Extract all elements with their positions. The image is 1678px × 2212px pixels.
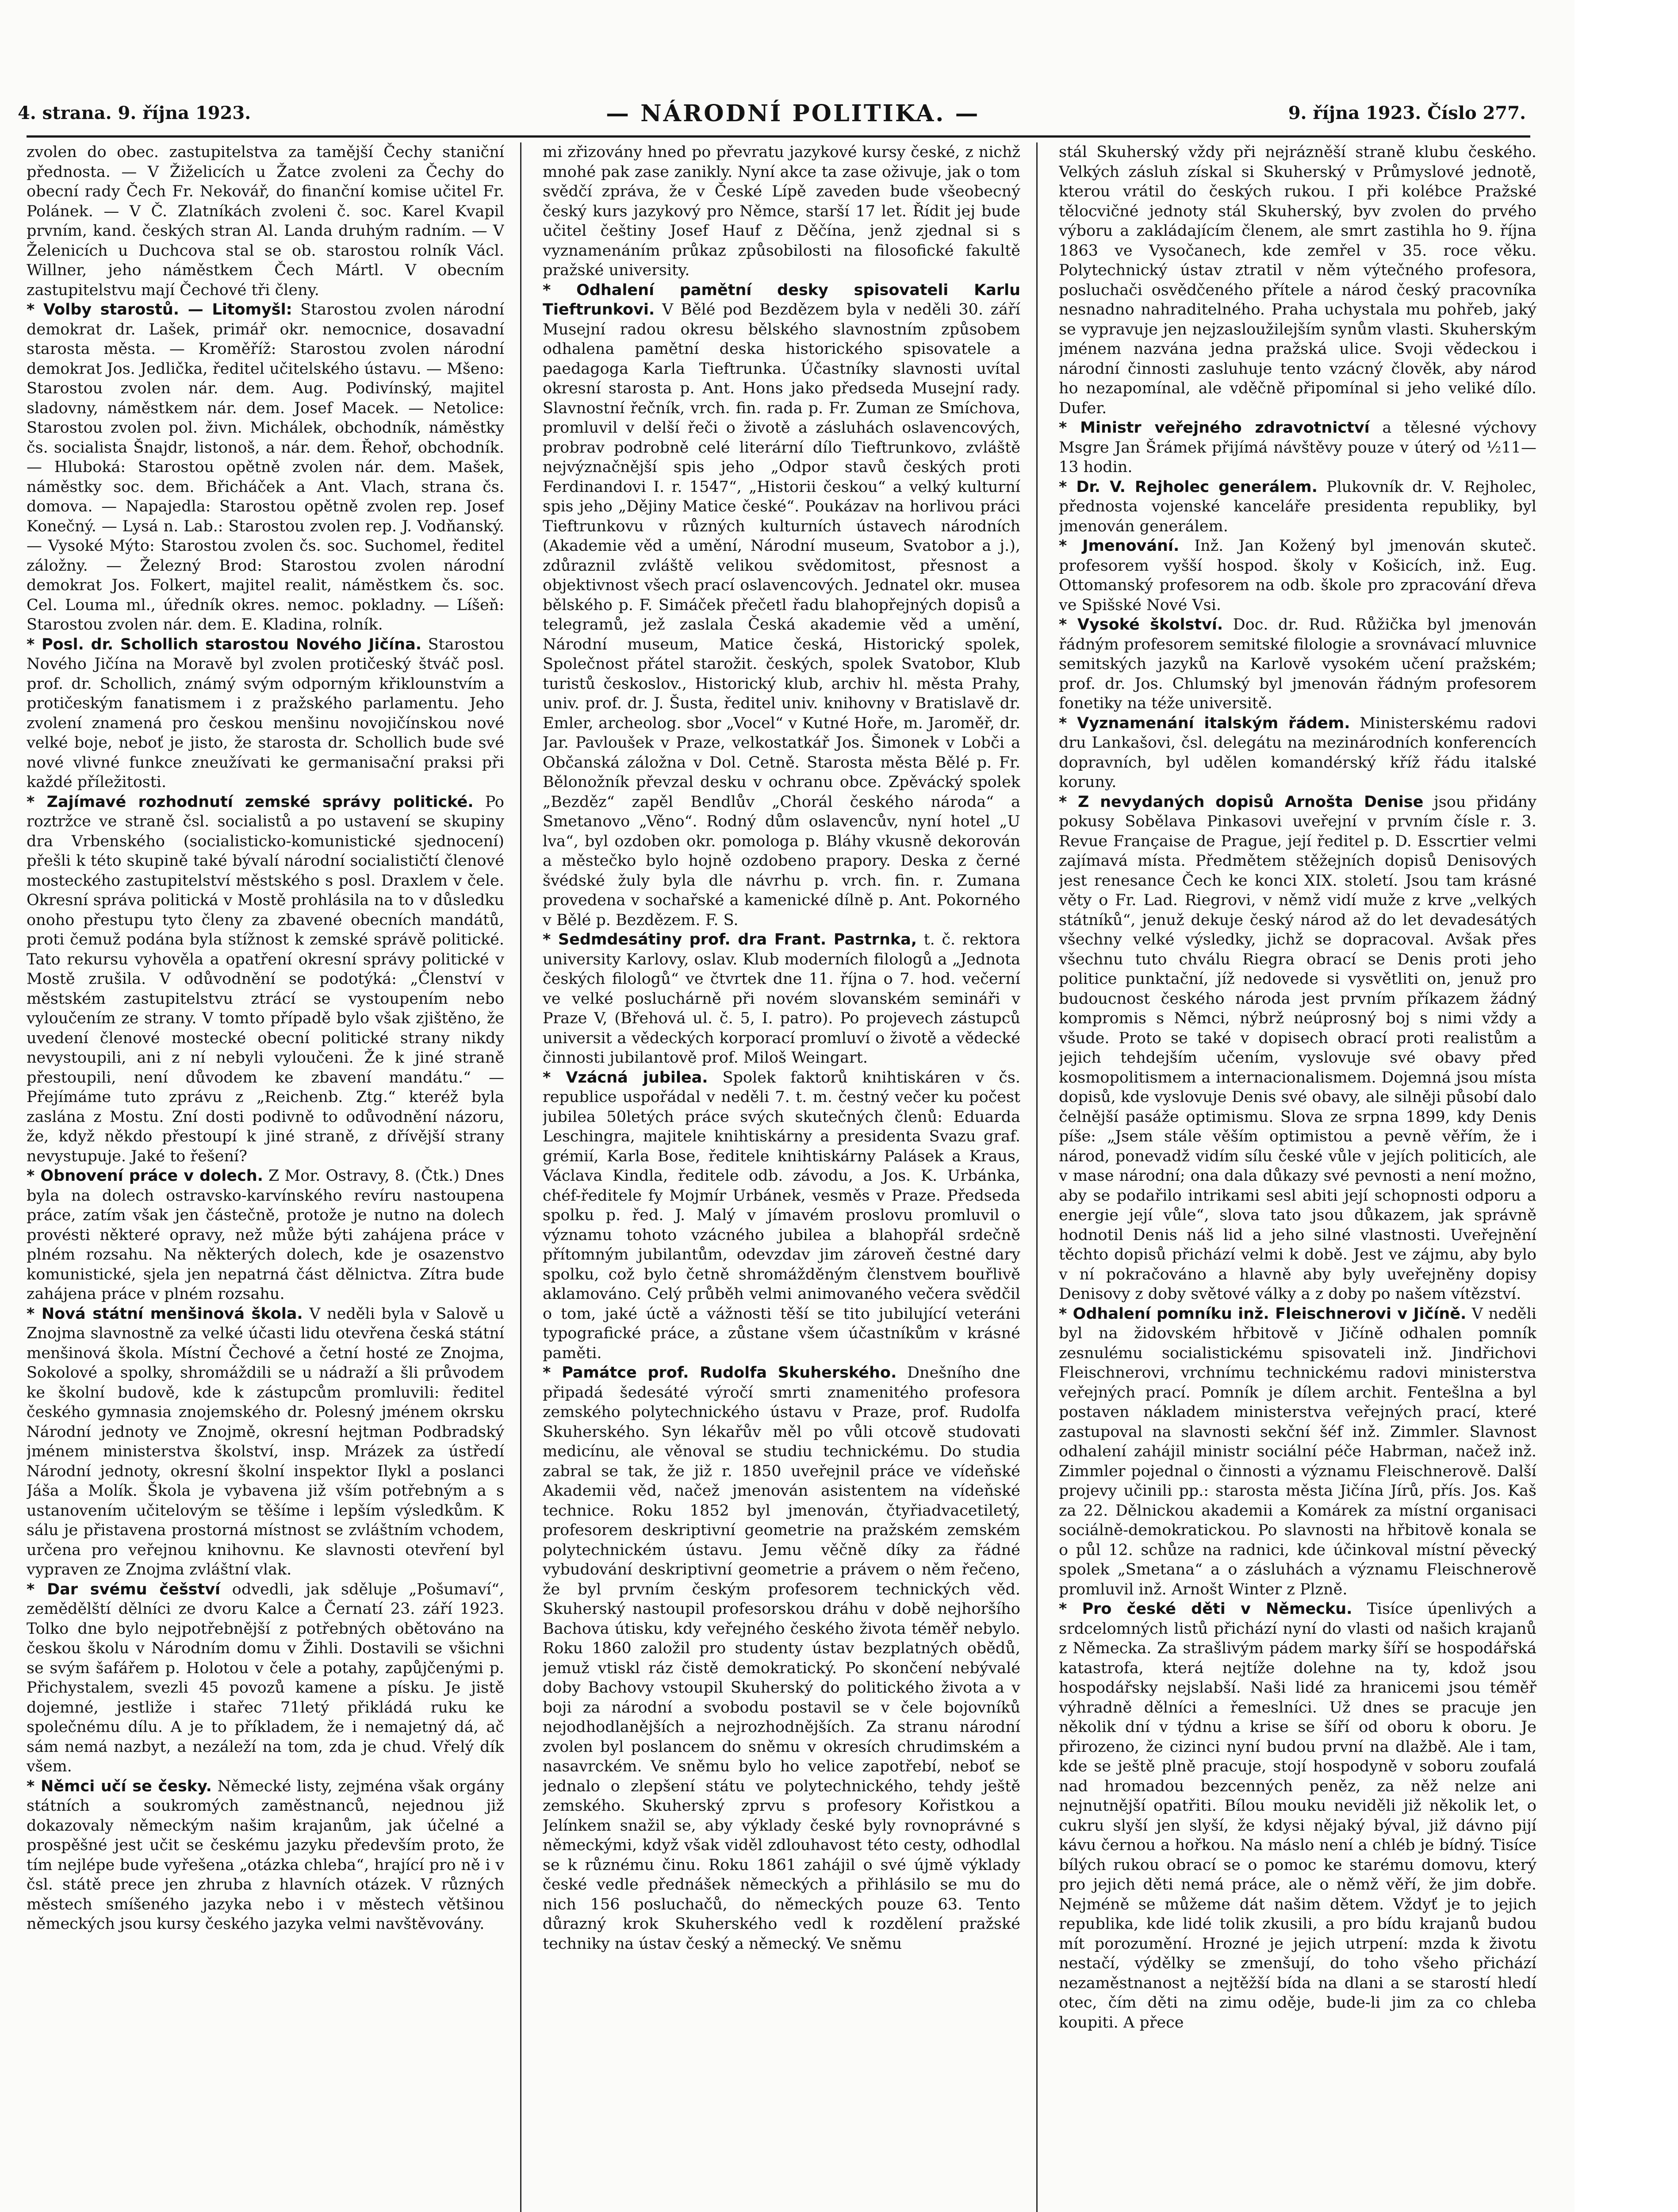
article-headline: * Vysoké školství.: [1059, 616, 1223, 634]
header-rule: [27, 135, 1530, 138]
article-text: jsou přidány pokusy Sobělava Pinkasovi uveřejní v prvním čísle r. 3. Revue Française de Prague, její ředitel p. D. Esscrtier velmi zajímavá místa. Předmětem stěžejních dopisů Denisových jest renesance Čech ke konci XIX. století. Jsou tam krásné věty o Fr. Lad. Riegrovi, v němž vidí muže z krve „velkých státníků“, jenuž dekuje český národ až do let devadesátých všechny velké výsledky, jichž se dopracoval. Avšak přes všechnu tuto chválu Riegra obrací se Denis proti jeho politice punktační, jíž nedovede si vysvětliti on, jenuž pro budoucnost českého národa jest prvním příkazem žádný kompromis s Němci, nýbrž neúprosný boj s nimi vždy a všude. Proto se také v dopisech obrací proti realistům a jejich tehdejším učením, vyslovuje své obavy před kosmopolitismem a internacionalismem. Dojemná jsou místa dopisů, kde vyslovuje Denis své obavy, ale silněji působí dalo čelnější pasáže optimismu. Slova ze srpna 1899, kdy Denis píše: „Jsem stále věším optimistou a pevně věřím, že i národ, ponevadž vidím sílu české vůle v jejích politicích, ale v mase národní; ona dala důkazy své pevnosti a není možno, aby se podařilo intrikami sesl abiti její schopnosti odporu a energie její vůle“, slova tato jsou důkazem, jak správně hodnotil Denis náš lid a jeho silné vlastnosti. Uveřejnění těchto dopisů přichází velmi k době. Jest ve zájmu, aby bylo v ní pokračováno a hlavně aby byly uveřejněny dopisy Denisovy z doby světové války a z doby po našem vítězství.: [1059, 793, 1536, 1303]
page-margin: [1575, 0, 1678, 2212]
article-text: Plukovník dr. V. Rejholec, přednosta vojenské kanceláře presidenta republiky, byl jmenován generálem.: [1059, 478, 1536, 535]
article-headline: * Pro české děti v Německu.: [1059, 1600, 1352, 1618]
article-text: odvedli, jak sděluje „Pošumaví“, zemědělští dělníci ze dvoru Kalce a Černatí 23. září 1923. Tolko dne bylo nejpotřebnější z potřebných obětováno na českou školu v Národním domu v Žihli. Dostavili se všichni se svým šafářem p. Holotou v čele a potahy, zapůjčenými p. Přichystalem, svezli 45 povozů kamene a písku. Je jistě dojemné, jestliže i stařec 71letý přikládá ruku ke společnému dílu. A je to příkladem, že i nemajetný dá, ač sám nemá nazbyt, a nezáleží na tom, zda je chud. Vřelý dík všem.: [27, 1580, 504, 1775]
article-item: [543, 142, 1020, 280]
article-text: Z Mor. Ostravy, 8. (Čtk.) Dnes byla na dolech ostravsko-karvínského revíru nastoupena práce, zatím však jen částečně, protože je nutno na dolech provésti některé opravy, než může býti zahájena práce v plném rozsahu. Na některých dolech, kde je osazenstvo komunistické, sjela jen nepatrná část dělnictva. Zítra bude zahájena práce v plném rozsahu.: [27, 1167, 504, 1303]
article-text: Dnešního dne připadá šedesáté výročí smrti znamenitého profesora zemského polytechnického ústavu v Praze, prof. Rudolfa Skuherského. Syn lékařův měl po vůli otcově studovati medicínu, ale věnoval se studiu technickému. Do studia zabral se tak, že již r. 1850 uveřejnil práce ve vídeňské Akademii věd, načež jmenován asistentem na vídeňské technice. Roku 1852 byl jmenován, čtyřiadvacetiletý, profesorem deskriptivní geometrie na pražském zemském polytechnickém ústavu. Jemu věčně díky za řádné vybudování deskriptivní geometrie a právem o něm řečeno, že byl prvním českým profesorem technických věd. Skuherský nastoupil profesorskou dráhu v době nejhoršího Bachova útisku, kdy veřejného českého života téměř nebylo. Roku 1860 založil pro studenty ústav bezplatných obědů, jemuž vtiskl ráz čistě demokratický. Po skončení nebývalé doby Bachovy vstoupil Skuherský do politického života a v boji za národní a svobodu postavil se v čele bojovníků nejodhodlanějších a nejrozhodnějších. Za stranu národní zvolen byl poslancem do sněmu v okresích chrudimském a nasavrckém. Ve sněmu bylo ho velice zapotřebí, neboť se jednalo o zlepšení státu ve polytechnického, tehdy ještě zemského. Skuherský zprvu s profesory Kořistkou a Jelínkem snažil se, aby výklady české byly rovnoprávné s německými, když však viděl zdlouhavost této cesty, odhodlal se k různému činu. Roku 1861 zahájil o své újmě výklady české vedle přednášek německých a přihlásilo se mu do nich 156 posluchačů, do německých pouze 63. Tento důrazný krok Skuherského vedl k rozdělení pražské techniky na ústav český a německý. Ve sněmu: [543, 1364, 1020, 1953]
article-text: Ministerskému radovi dru Lankašovi, čsl. delegátu na mezinárodních konferencích dopravních, byl udělen komandérský kříž řádu italské koruny.: [1059, 714, 1536, 791]
article-item: [543, 280, 1020, 930]
article-item: [1059, 1304, 1536, 1600]
article-item: [1059, 536, 1536, 615]
article-headline: * Volby starostů. — Litomyšl:: [27, 301, 292, 319]
article-headline: * Obnovení práce v dolech.: [27, 1167, 263, 1185]
article-headline: * Dr. V. Rejholec generálem.: [1059, 478, 1318, 496]
article-text: Inž. Jan Kožený byl jmenován skuteč. profesorem vyšší hospod. školy v Košicích, inž. Eug. Ottomanský profesorem na odb. škole pro zpracování dřeva ve Spišské Nové Vsi.: [1059, 537, 1536, 614]
column-divider: [520, 142, 521, 2212]
article-headline: * Odhalení pamětní desky spisovateli Karlu Tieftrunkovi.: [543, 281, 1020, 319]
article-headline: * Němci učí se česky.: [27, 1777, 212, 1795]
article-item: [1059, 615, 1536, 714]
page-header: [18, 100, 1526, 131]
article-text: V Bělé pod Bezdězem byla v neděli 30. září Musejní radou okresu bělského slavnostním způsobem odhalena pamětní deska historického spisovatele a paedagoga Karla Tieftrunka. Účastníky slavnosti uvítal okresní starosta p. Ant. Hons jako předseda Musejní rady. Slavnostní řečník, vrch. fin. rada p. Fr. Zuman ze Smíchova, promluvil v delší řeči o životě a zásluhách oslavencových, probrav podrobně celé literární dílo Tieftrunkovo, zvláště nejvýznačnější spis jeho „Odpor stavů českých proti Ferdinandovi I. r. 1547“, „Historii českou“ a velký kulturní spis jeho „Dějiny Matice české“. Poukázav na horlivou práci Tieftrunkovu v různých kulturních ústavech národních (Akademie věd a umění, Národní museum, Svatobor a j.), zdůraznil zvláště velikou svědomitost, přesnost a objektivnost všech prací oslavencových. Jednatel okr. musea bělského p. F. Simáček přečetl řadu blahopřejných dopisů a telegramů, jež zaslala Česká akademie věd a umění, Národní museum, Matice česká, Historický spolek, Společnost přátel starožit. českých, spolek Svatobor, Klub turistů českoslov., Historický klub, archiv hl. města Prahy, univ. prof. dr. J. Šusta, ředitel univ. knihovny v Bratislavě dr. Emler, archeolog. sbor „Vocel“ v Kutné Hoře, m. Jaroměř, dr. Jar. Pavloušek v Praze, velkostatkář Jos. Šimonek v Lobči a Občanská záložna v Dol. Cetně. Starosta města Bělé p. Fr. Bělonožník převzal desku v ochranu obce. Zpěvácký spolek „Bezděz“ zapěl Bendlův „Chorál českého národa“ a Smetanovo „Věno“. Rodný dům oslavencův, nyní hotel „U lva“, byl ozdoben okr. pomologa p. Bláhy vkusně dekorován a městečko bylo hojně ozdobeno prapory. Deska z černé švédské žuly byla dle návrhu p. vrch. fin. r. Zumana provedena v sochařské a kamenické dílně p. Ant. Pokorného v Bělé p. Bezdězem. F. S.: [543, 301, 1020, 929]
article-item: [1059, 142, 1536, 418]
article-item: [543, 1363, 1020, 1954]
article-headline: * Ministr veřejného zdravotnictví: [1059, 419, 1370, 437]
article-headline: * Vyznamenání italským řádem.: [1059, 714, 1350, 732]
article-headline: * Sedmdesátiny prof. dra Frant. Pastrnka,: [543, 931, 917, 949]
article-headline: * Nová státní menšinová škola.: [27, 1305, 303, 1323]
article-item: [1059, 418, 1536, 477]
article-item: [1059, 714, 1536, 792]
column-3: [1059, 142, 1536, 2212]
article-item: [27, 1304, 504, 1580]
article-item: [27, 1166, 504, 1304]
article-item: [1059, 1599, 1536, 2032]
article-headline: * Vzácná jubilea.: [543, 1068, 708, 1087]
column-2: [543, 142, 1020, 2212]
article-text: Starostou Nového Jičína na Moravě byl zvolen protičeský štváč posl. prof. dr. Schollich, známý svým odporným křiklounstvím a protičeským fanatismem i z pražského parlamentu. Jeho zvolení znamená pro českou menšinu novojičínskou nové velké boje, neboť je jisto, že starosta dr. Schollich bude své nové vlivné funkce zneužívati ke germanisační praksi při každé příležitosti.: [27, 635, 504, 791]
article-headline: * Dar svému češství: [27, 1580, 221, 1598]
article-text: Po roztržce ve straně čsl. socialistů a po ustavení se skupiny dra Vrbenského (socialisticko-komunistické sjednocení) přešli k této skupině také bývalí národní socialističtí členové mosteckého zastupitelství městského s posl. Draxlem v čele. Okresní správa politická v Mostě prohlásila na to v důsledku onoho přestupu tyto členy za zbavené obecních mandátů, proti čemuž podána byla stížnost k zemské správě politické. Tato rekursu vyhověla a opatření okresní správy politické v Mostě zrušila. V odůvodnění se podotýká: „Členství v městském zastupitelstvu ztrácí se vystoupením nebo vyloučením ze strany. V tomto případě bylo však zjištěno, že uvedení členové mostecké obecní politické strany nikdy nevystoupili, ani z ní nebyli vyloučeni. Že k jiné straně přestoupili, není důvodem ke zbavení mandátu.“ — Přejímáme tuto zprávu z „Reichenb. Ztg.“ kteréž byla zaslána z Mostu. Zní dosti podivně to odůvodnění názoru, že, když někdo přestoupí k jiné straně, z dřívější strany nevystupuje. Jaké to řešení?: [27, 793, 504, 1165]
article-text: zvolen do obec. zastupitelstva za tamější Čechy staniční přednosta. — V Žiželicích u Žatce zvoleni za Čechy do obecní rady Čech Fr. Nekovář, do finanční komise učitel Fr. Polánek. — V Č. Zlatníkách zvoleni č. soc. Karel Kvapil prvním, kand. českých stran Al. Landa druhým radním. — V Želenicích u Duchcova stal se ob. starostou rolník Václ. Willner, jeho náměstkem Čech Mártl. V obecním zastupitelstvu mají Čechové tři členy.: [27, 143, 504, 299]
article-text: Německé listy, zejména však orgány státních a soukromých zaměstnanců, nejednou již dokazovaly německým našim krajanům, jak účelné a prospěšné jest učit se českému jazyku především proto, že tím nejlépe bude vyřešena „otázka chleba“, hrající pro ně i v čsl. státě prece jen zhruba z hlavních otázek. V různých městech smíšeného jazyka nebo i v městech většinou německých jsou kursy českého jazyka velmi navštěvovány.: [27, 1777, 504, 1933]
column-divider: [1036, 142, 1038, 2212]
article-item: [1059, 792, 1536, 1304]
article-text: Starostou zvolen národní demokrat dr. Lašek, primář okr. nemocnice, dosavadní starosta města. — Kroměříž: Starostou zvolen národní demokrat Jos. Jedlička, ředitel učitelského ústavu. — Mšeno: Starostou zvolen nár. dem. Aug. Podivínský, majitel sladovny, náměstkem nár. dem. Josef Macek. — Netolice: Starostou zvolen pol. živn. Michálek, obchodník, náměstky čs. socialista Šnajdr, listonoš, a nár. dem. Řehoř, obchodník. — Hluboká: Starostou opětně zvolen nár. dem. Mašek, náměstky soc. dem. Břicháček a Ant. Vlach, strana čs. domova. — Napajedla: Starostou opětně zvolen rep. Josef Konečný. — Lysá n. Lab.: Starostou zvolen rep. J. Vodňanský. — Vysoké Mýto: Starostou zvolen čs. soc. Suchomel, ředitel záložny. — Železný Brod: Starostou zvolen národní demokrat Jos. Folkert, majitel realit, náměstkem čs. soc. Cel. Louma ml., úředník okres. nemoc. pokladny. — Líšeň: Starostou zvolen nár. dem. E. Kladina, rolník.: [27, 301, 504, 634]
article-text: V neděli byla v Salově u Znojma slavnostně za velké účasti lidu otevřena česká státní menšinová škola. Místní Čechové a četní hosté ze Znojma, Sokolové a spolky, shromáždili se u nádraží a šli průvodem ke školní budově, kde k zástupcům promluvili: ředitel českého gymnasia znojemského dr. Polesný jménem okrsku Národní jednoty ve Znojmě, okresní hejtman Podbradský jménem ministerstva školství, insp. Mrázek za ústředí Národní jednoty, okresní školní inspektor Ilykl a poslanci Jáša a Molík. Škola je vybavena již vším potřebným a s ustanovením učitelovým se těšíme i lepším výsledkům. K sálu je přistavena prostorná místnost se zvláštním vchodem, určena pro veřejnou knihovnu. Ke slavnosti otevření byl vypraven ze Znojma zvláštní vlak.: [27, 1305, 504, 1578]
article-item: [27, 1777, 504, 1934]
article-headline: * Odhalení pomníku inž. Fleischnerovi v Jičíně.: [1059, 1305, 1467, 1323]
article-text: Tisíce úpenlivých a srdcelomných listů přichází nyní do vlasti od našich krajanů z Německa. Za strašlivým pádem marky šíří se hospodářská katastrofa, která nejtíže dolehne na ty, kdož jsou hospodářsky nejslabší. Naši lidé za hranicemi jsou téměř výhradně dělníci a řemeslníci. Už dnes se pracuje jen několik dní v týdnu a krise se šíří od oboru k oboru. Je přirozeno, že cizinci nyní budou první na dlažbě. Ale i tam, kde se ještě plně pracuje, stojí hospodyně v soboru zoufalá nad hromadou bezcenných peněz, za něž nelze ani nejnutnější opatřiti. Bílou mouku neviděli již několik let, o cukru slyší jen slyší, že kdysi nějaký býval, již dávno pijí kávu černou a hořkou. Na máslo není a chléb je bídný. Tisíce bílých rukou obrací se o pomoc ke starému domovu, který pro jejich děti nemá práce, ale o němž věří, že jim dobře. Nejméně se můžeme dát našim dětem. Vždyť je to jejich republika, kde lidé tolik zkusili, a pro bídu krajanů budou mít porozumění. Hrozné je jejich utrpení: mzda k životu nestačí, výdělky se zmenšují, do toho všeho přichází nezaměstnanost a nejtěžší bída na dlani a se starostí hledí otec, čím děti na zimu oděje, bude-li jim za co chleba koupiti. A přece: [1059, 1600, 1536, 2032]
article-item: [1059, 477, 1536, 537]
article-headline: * Zajímavé rozhodnutí zemské správy politické.: [27, 793, 474, 811]
article-item: [27, 300, 504, 635]
article-text: a tělesné výchovy Msgre Jan Šrámek přijímá návštěvy pouze v úterý od ½11—13 hodin.: [1059, 419, 1536, 476]
article-text: mi zřizovány hned po převratu jazykové kursy české, z nichž mnohé pak zase zanikly. Nyní akce ta zase oživuje, jak o tom svědčí zpráva, že v České Lípě zaveden bude všeobecný český kurs jazykový pro Němce, starší 17 let. Řídit jej bude učitel češtiny Josef Hauf z Děčína, jenž zjednal si s vyznamenáním průkaz způsobilosti na filosofické fakultě pražské university.: [543, 143, 1020, 279]
article-headline: * Posl. dr. Schollich starostou Nového Jičína.: [27, 635, 421, 653]
article-item: [27, 792, 504, 1167]
article-text: V neděli byl na židovském hřbitově v Jičíně odhalen pomník zesnulému socialistickému spisovateli inž. Jindřichovi Fleischnerovi, vrchnímu technickému radovi ministerstva veřejných prací. Pomník je dílem archit. Fentešlna a byl postaven nákladem ministerstva veřejných prací, které zastupoval na slavnosti sekční šéf inž. Zimmler. Slavnost odhalení zahájil ministr sociální péče Habrman, načež inž. Zimmler pojednal o činnosti a významu Fleischnerově. Další projevy učinili pp.: starosta města Jičína Jírů, přís. Jos. Kaš za 22. Dělnickou akademii a Komárek za místní organisaci sociálně-demokratickou. Po slavnosti na hřbitově konala se o půl 12. schůze na radnici, kde účinkoval místní pěvecký spolek „Smetana“ a o zásluhách a významu Fleischnerově promluvil inž. Arnošt Winter z Plzně.: [1059, 1305, 1536, 1598]
article-headline: * Z nevydaných dopisů Arnošta Denise: [1059, 793, 1424, 811]
article-text: t. č. rektora university Karlovy, oslav. Klub moderních filologů a „Jednota českých filologů“ ve čtvrtek dne 11. října o 7. hod. večerní ve velké posluchárně při novém slovanském semináři v Praze V, (Břehová ul. č. 5, I. patro). Po projevech zástupců universit a vědeckých korporací promluví o životě a vědecké činnosti jubilantově prof. Miloš Weingart.: [543, 931, 1020, 1067]
article-item: [27, 142, 504, 300]
article-text: stál Skuherský vždy při nejrázněší straně klubu českého. Velkých zásluh získal si Skuherský v Průmyslové jednotě, kterou vrátil do českých rukou. I při kolébce Pražské tělocvičné jednoty stál Skuherský, byv zvolen do prvého výboru a zakládajícím členem, ale smrt zastihla ho 9. října 1863 ve Vysočanech, kde zemřel v 35. roce věku. Polytechnický ústav ztratil v něm výtečného profesora, posluchači osvědčeného přítele a národ český pracovníka nesnadno nahraditelného. Praha uchystala mu pohřeb, jaký se vypravuje jen nejzasloužilejším synům vlasti. Skuherským jménem nazvána jedna pražská ulice. Svoji vědeckou i národní činnosti zasluhuje tento vzácný člověk, aby národ ho nezapomínal, ale vděčně připomínal si jeho veliké dílo. Dufer.: [1059, 143, 1536, 417]
article-headline: * Památce prof. Rudolfa Skuherského.: [543, 1364, 897, 1382]
column-1: [27, 142, 504, 2212]
article-headline: * Jmenování.: [1059, 537, 1180, 555]
header-date-issue: 9. října 1923. Číslo 277.: [1288, 103, 1526, 123]
header-page-date: 4. strana. 9. října 1923.: [18, 103, 251, 123]
article-text: Doc. dr. Rud. Růžička byl jmenován řádným profesorem semitské filologie a srovnávací mluvnice semitských jazyků na Karlově vysokém učení pražském; prof. dr. Jos. Chlumský byl jmenován řádným profesorem fonetiky na téže universitě.: [1059, 616, 1536, 712]
header-masthead: — NÁRODNÍ POLITIKA. —: [606, 100, 980, 127]
article-item: [543, 1068, 1020, 1363]
article-item: [27, 1580, 504, 1777]
article-item: [27, 635, 504, 792]
article-item: [543, 930, 1020, 1068]
article-text: Spolek faktorů knihtiskáren v čs. republice uspořádal v neděli 7. t. m. čestný večer ku počest jubilea 50letých práce svých skutečných členů: Eduarda Leschingra, majitele knihtiskárny a presidenta Svazu graf. grémií, Karla Bose, ředitele knihtiskárny Palásek a Kraus, Václava Kindla, ředitele odb. závodu, a Jos. K. Urbánka, chéf-ředitele fy Mojmír Urbánek, vesměs v Praze. Předseda spolku p. řed. J. Malý v jímavém proslovu promluvil o významu tohoto vzácného jubilea a blahopřál srdečně přítomným jubilantům, odevzdav jim zároveň čestné dary spolku, což bylo četně shromážděným členstvem bouřlivě aklamováno. Celý průběh velmi animovaného večera svědčil o tom, jaké úctě a vážnosti těší se tito jubilující veteráni typografické práce, a zůstane všem účastníkům v krásné paměti.: [543, 1068, 1020, 1362]
